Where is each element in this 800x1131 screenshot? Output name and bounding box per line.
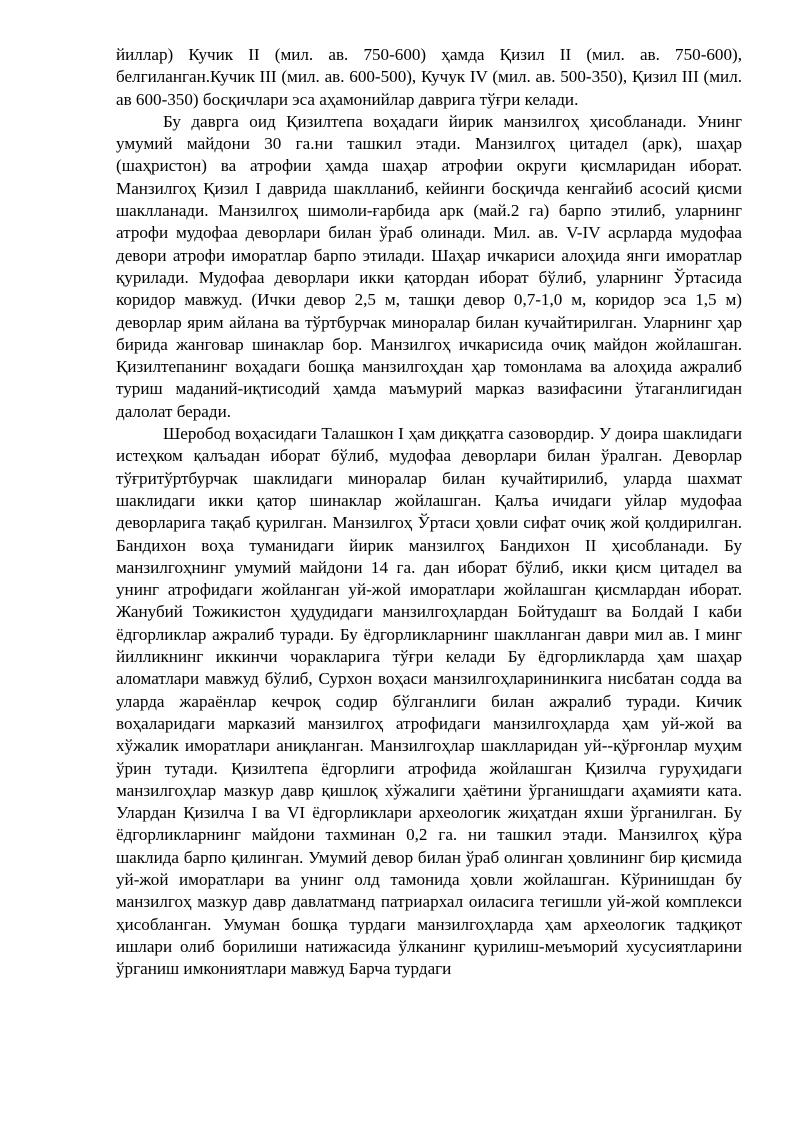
paragraph-continuation: йиллар) Кучик II (мил. ав. 750-600) ҳамда Қизил II (мил. ав. 750-600), белгиланган.Кучик III (мил. ав. 600-500), Кучук IV (мил. ав. 500-350), Қизил III (мил. ав 600-350) босқичлари эса аҳамонийлар даврига тўғри келади. — [116, 45, 742, 109]
document-page — [116, 44, 742, 980]
paragraph-sherobod: Шеробод воҳасидаги Талашкон I ҳам диққатга сазовордир. У доира шаклидаги истеҳком қалъадан иборат бўлиб, мудофаа деворлари билан ўралган. Деворлар тўғритўртбурчак шаклидаги миноралар билан кучайтирилиб, уларда шахмат шаклидаги икки қатор шинаклар жойлашган. Қалъа ичидаги уйлар мудофаа деворларига тақаб қурилган. Манзилгоҳ Ўртаси ҳовли сифат очиқ жой қолдирилган. Бандихон воҳа туманидаги йирик манзилгоҳ Бандихон II ҳисобланади. Бу манзилгоҳнинг умумий майдони 14 га. дан иборат бўлиб, икки қисм цитадел ва унинг атрофидаги жойланган уй-жой иморатлари жойлашган қисмлардан иборат. Жанубий Тожикистон ҳудудидаги манзилгоҳлардан Бойтудашт ва Болдай I каби ёдгорликлар ажралиб туради. Бу ёдгорликларнинг шаклланган даври мил ав. I минг йилликнинг иккинчи чоракларига тўғри келади Бу ёдгорликларда ҳам шаҳар аломатлари мавжуд бўлиб, Сурхон воҳаси манзилгоҳларининкига нисбатан содда ва уларда жараёнлар кечроқ содир бўлганлиги билан ажралиб туради. Кичик воҳаларидаги марказий манзилгоҳ атрофидаги манзилгоҳларда ҳам уй-жой ва хўжалик иморатлари аниқланган. Манзилгоҳлар шаклларидан уй--қўрғонлар муҳим ўрин тутади. Қизилтепа ёдгорлиги атрофида жойлашган Қизилча гуруҳидаги манзилгоҳлар мазкур давр қишлоқ хўжалиги ҳаётини ўрганишдаги аҳамияти ката. Улардан Қизилча I ва VI ёдгорликлари археологик жиҳатдан яхши ўрганилган. Бу ёдгорликларнинг майдони тахминан 0,2 га. ни ташкил этади. Манзилгоҳ қўра шаклида барпо қилинган. Умумий девор билан ўраб олинган ҳовлининг бир қисмида уй-жой иморатлари ва унинг олд тамонида ҳовли жойлашган. Кўринишдан бу манзилгоҳ мазкур давр давлатманд патриархал оиласига тегишли уй-жой комплекси ҳисобланган. Умуман бошқа турдаги манзилгоҳларда ҳам археологик тадқиқот ишлари олиб борилиши натижасида ўлканинг қурилиш-меъморий хусусиятларини ўрганиш имкониятлари мавжуд Барча турдаги — [116, 424, 742, 979]
paragraph-kyziltepa: Бу даврга оид Қизилтепа воҳадаги йирик манзилгоҳ ҳисобланади. Унинг умумий майдони 30 га.ни ташкил этади. Манзилгоҳ цитадел (арк), шаҳар (шаҳристон) ва атрофии ҳамда шаҳар атрофии округи қисмларидан иборат. Манзилгоҳ Қизил I даврида шаклланиб, кейинги босқичда кенгайиб асосий қисми шаклланади. Манзилгоҳ шимоли-ғарбида арк (май.2 га) барпо этилиб, уларнинг атрофи мудофаа деворлари билан ўраб олинади. Мил. ав. V-IV асрларда мудофаа девори атрофи иморатлар барпо этилади. Шаҳар ичкариси алоҳида янги иморатлар қурилади. Мудофаа деворлари икки қатордан иборат бўлиб, уларнинг Ўртасида коридор мавжуд. (Ички девор 2,5 м, ташқи девор 0,7-1,0 м, коридор эса 1,5 м) деворлар ярим айлана ва тўртбурчак миноралар билан кучайтирилган. Уларнинг ҳар бирида жанговар шинаклар бор. Манзилгоҳ ичкарисида очиқ майдон жойлашган. Қизилтепанинг воҳадаги бошқа манзилгоҳдан ҳар томонлама ва алоҳида ажралиб туриш маданий-иқтисодий ҳамда маъмурий марказ вазифасини ўтаганлигидан далолат беради. — [116, 111, 742, 421]
